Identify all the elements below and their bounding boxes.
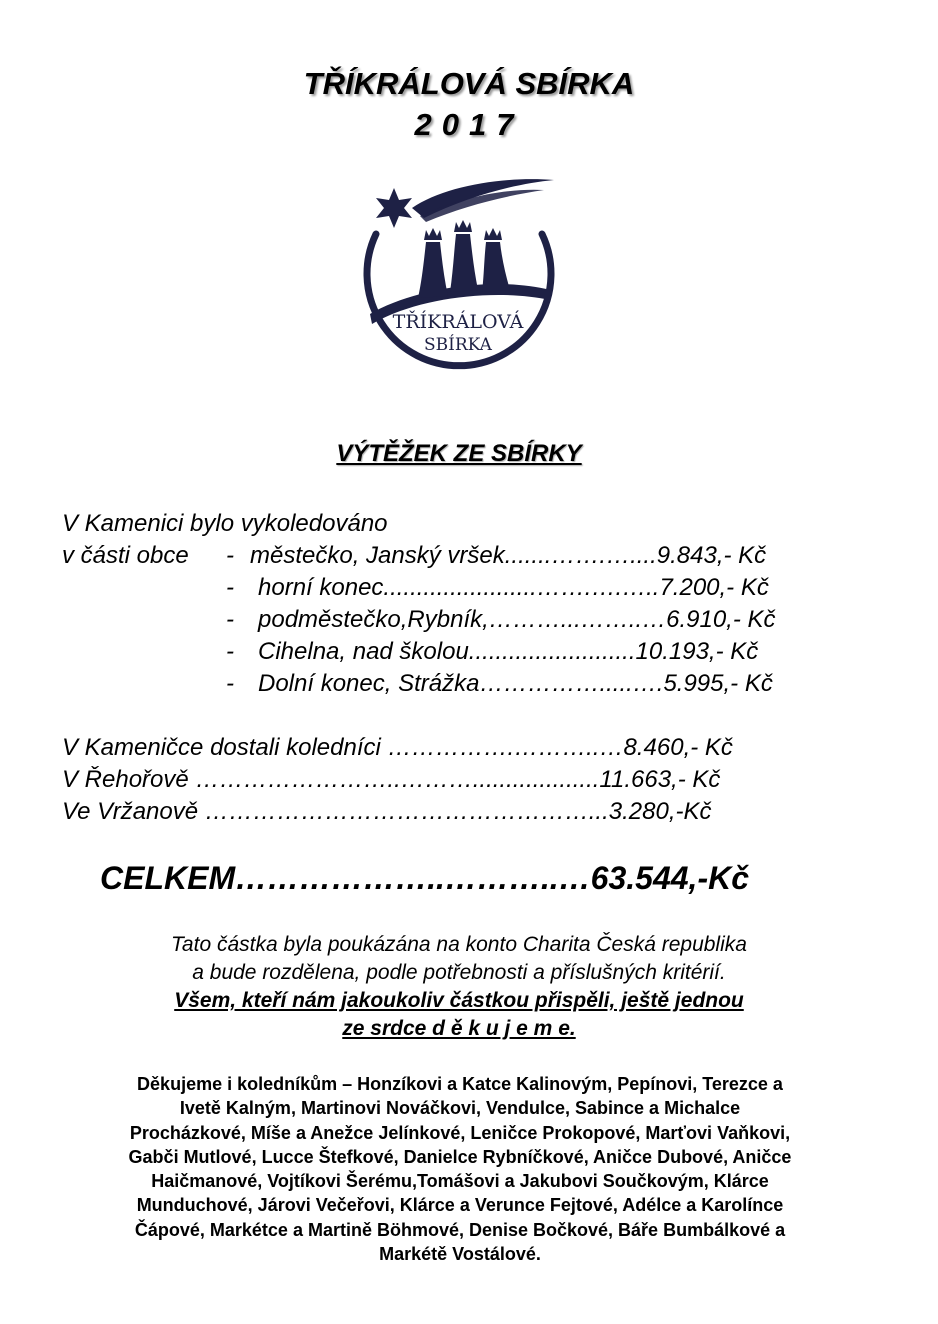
kamenice-prefix: v části obce — [62, 542, 189, 569]
note-line: Tato částka byla poukázána na konto Charita Česká republika — [171, 933, 747, 956]
total-amount: CELKEM………………..………..…63.544,-Kč — [100, 860, 749, 896]
thanks-line: Gabči Mutlové, Lucce Štefkové, Danielce Rybníčkové, Aničce Dubové, Aničce — [128, 1146, 792, 1167]
thanks-line: Ivetě Kalným, Martinovi Nováčkovi, Vendulce, Sabince a Michalce — [179, 1098, 741, 1119]
page-title: TŘÍKRÁLOVÁ SBÍRKA — [303, 66, 635, 101]
village-row: V Řehořově ……………………..………...................11.663,- Kč — [62, 766, 721, 793]
row-text: horní konec.......................…….….…..7.200,- Kč — [258, 574, 769, 601]
kamenice-row — [226, 670, 773, 698]
section-heading: VÝTĚŽEK ZE SBÍRKY — [336, 440, 582, 467]
logo-text-line1: TŘÍKRÁLOVÁ — [392, 311, 524, 333]
thank-you-line: Všem, kteří nám jakoukoliv částkou přispěli, ještě jednou — [174, 989, 744, 1012]
trikralova-sbirka-logo — [354, 172, 562, 384]
kamenice-row — [226, 574, 769, 602]
intro-text: V Kamenici bylo vykoledováno — [62, 510, 388, 537]
row-dash: - — [226, 670, 234, 697]
thanks-line: Děkujeme i koledníkům – Honzíkovi a Katce Kalinovým, Pepínovi, Terezce a — [137, 1074, 783, 1094]
village-row: Ve Vržanově …………………………………………...3.280,-Kč — [62, 798, 712, 825]
kamenice-row — [62, 542, 767, 570]
row-text: městečko, Janský vršek.......…….…....9.843,- Kč — [250, 542, 767, 569]
row-dash: - — [226, 574, 234, 601]
row-text: Cihelna, nad školou.........................10.193,- Kč — [258, 638, 759, 665]
three-kings-icon — [418, 220, 510, 298]
village-row: V Kameničce dostali koledníci …………….………..…8.460,- Kč — [62, 734, 733, 761]
page-year: 2017 — [414, 107, 524, 142]
kamenice-row — [226, 638, 759, 666]
thank-you-line: ze srdce d ě k u j e m e. — [342, 1017, 576, 1040]
thanks-line: Procházkové, Míše a Anežce Jelínkové, Leničce Prokopové, Marťovi Vaňkovi, — [129, 1122, 791, 1143]
row-text: podměstečko,Rybník,………...……..…6.910,- Kč — [258, 606, 776, 633]
thanks-line: Munduchové, Járovi Večeřovi, Klárce a Verunce Fejtové, Adélce a Karolínce — [136, 1195, 784, 1216]
row-text: Dolní konec, Strážka…………….....….5.995,- Kč — [258, 670, 773, 697]
note-line: a bude rozdělena, podle potřebnosti a příslušných kritérií. — [192, 961, 726, 984]
kamenice-row — [226, 606, 776, 634]
thanks-line: Čápové, Markétce a Martině Böhmové, Denise Bočkové, Báře Bumbálkové a — [134, 1219, 786, 1240]
thanks-line: Haičmanové, Vojtíkovi Šerému,Tomášovi a Jakubovi Součkovým, Klárce — [151, 1171, 769, 1192]
logo-text-line2: SBÍRKA — [424, 335, 492, 355]
star-icon — [376, 188, 412, 228]
carolers-thanks — [70, 1072, 850, 1266]
row-dash: - — [226, 638, 234, 665]
row-dash: - — [226, 542, 234, 569]
thanks-line: Markétě Vostálové. — [379, 1244, 541, 1265]
row-dash: - — [226, 606, 234, 633]
